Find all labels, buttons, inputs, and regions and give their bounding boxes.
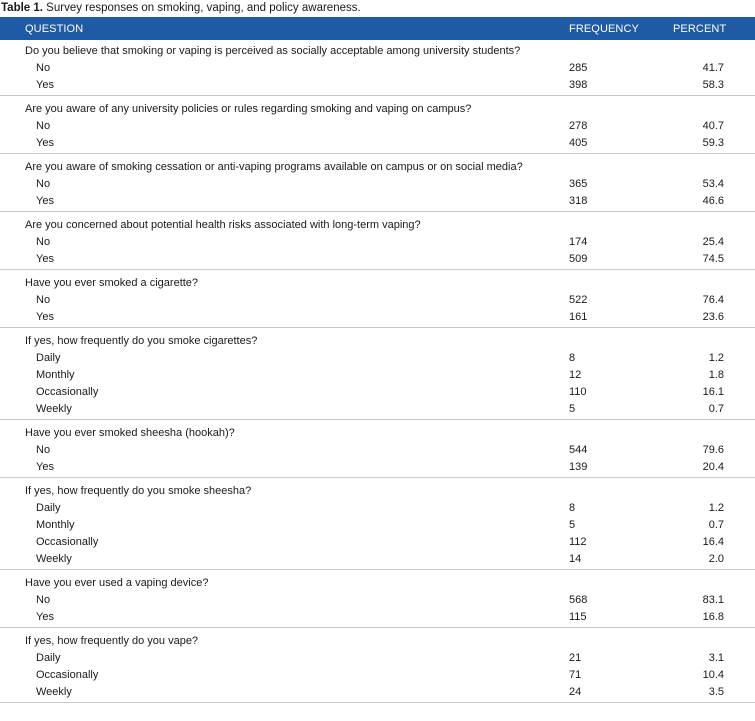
response-label: Monthly — [36, 519, 75, 531]
table-caption-label: Table 1. — [1, 2, 43, 14]
response-label: No — [36, 444, 51, 456]
question-text: Have you ever smoked a cigarette? — [25, 277, 199, 289]
table-row — [0, 684, 755, 701]
table-row — [0, 234, 755, 251]
response-label: No — [36, 62, 51, 74]
percent-value: 16.8 — [702, 611, 724, 623]
percent-value: 0.7 — [708, 403, 724, 415]
question-text: Do you believe that smoking or vaping is perceived as socially acceptable among university students? — [25, 45, 521, 57]
table-row — [0, 667, 755, 684]
response-label: Yes — [36, 311, 54, 323]
frequency-value: 8 — [569, 502, 576, 514]
frequency-value: 71 — [569, 669, 582, 681]
response-label: Occasionally — [36, 536, 99, 548]
percent-value: 53.4 — [702, 178, 724, 190]
percent-value: 41.7 — [702, 62, 724, 74]
percent-value: 10.4 — [702, 669, 724, 681]
question-text: Have you ever smoked sheesha (hookah)? — [25, 427, 235, 439]
percent-value: 16.1 — [702, 386, 724, 398]
table-row — [0, 309, 755, 326]
response-label: Daily — [36, 502, 61, 514]
response-label: No — [36, 294, 51, 306]
table-row — [0, 135, 755, 152]
percent-value: 40.7 — [702, 120, 724, 132]
percent-value: 1.2 — [708, 502, 724, 514]
table-body — [0, 40, 755, 703]
response-label: Yes — [36, 611, 54, 623]
response-label: Yes — [36, 79, 54, 91]
percent-value: 76.4 — [702, 294, 724, 306]
table-row — [0, 442, 755, 459]
question-text: Have you ever used a vaping device? — [25, 577, 209, 589]
question-row — [0, 270, 755, 293]
column-header-question: QUESTION — [0, 17, 568, 40]
table-row — [0, 60, 755, 77]
table-row — [0, 251, 755, 268]
question-row — [0, 96, 755, 119]
table-row — [0, 77, 755, 94]
percent-value: 79.6 — [702, 444, 724, 456]
question-text: Are you concerned about potential health risks associated with long-term vaping? — [25, 219, 421, 231]
response-label: No — [36, 178, 51, 190]
frequency-value: 115 — [569, 611, 587, 623]
response-label: Weekly — [36, 403, 72, 415]
column-header-percent: PERCENT — [673, 17, 755, 40]
frequency-value: 12 — [569, 369, 582, 381]
frequency-value: 5 — [569, 403, 576, 415]
frequency-value: 24 — [569, 686, 582, 698]
percent-value: 46.6 — [702, 195, 724, 207]
response-label: Daily — [36, 652, 61, 664]
percent-value: 3.1 — [708, 652, 724, 664]
frequency-value: 278 — [569, 120, 588, 132]
response-label: Yes — [36, 195, 54, 207]
table-row — [0, 292, 755, 309]
response-label: Occasionally — [36, 386, 99, 398]
frequency-value: 8 — [569, 352, 576, 364]
frequency-value: 5 — [569, 519, 576, 531]
frequency-value: 285 — [569, 62, 588, 74]
question-row — [0, 212, 755, 235]
frequency-value: 522 — [569, 294, 588, 306]
question-text: Are you aware of any university policies or rules regarding smoking and vaping on campus? — [25, 103, 472, 115]
table-row — [0, 193, 755, 210]
percent-value: 3.5 — [708, 686, 724, 698]
percent-value: 58.3 — [702, 79, 724, 91]
frequency-value: 398 — [569, 79, 588, 91]
section-divider — [0, 701, 755, 703]
response-label: Yes — [36, 461, 54, 473]
table-row — [0, 350, 755, 367]
section-divider-line — [0, 701, 755, 703]
frequency-value: 14 — [569, 553, 582, 565]
frequency-value: 544 — [569, 444, 588, 456]
table-row — [0, 367, 755, 384]
frequency-value: 174 — [569, 236, 588, 248]
question-row — [0, 478, 755, 501]
response-label: Daily — [36, 352, 61, 364]
percent-value: 1.8 — [708, 369, 724, 381]
question-row — [0, 628, 755, 651]
percent-value: 23.6 — [702, 311, 724, 323]
question-text: If yes, how frequently do you smoke cigarettes? — [25, 335, 258, 347]
response-label: No — [36, 236, 51, 248]
response-label: No — [36, 594, 51, 606]
frequency-value: 405 — [569, 137, 588, 149]
question-text: Are you aware of smoking cessation or anti-vaping programs available on campus or on social media? — [25, 161, 523, 173]
frequency-value: 161 — [569, 311, 588, 323]
percent-value: 83.1 — [702, 594, 724, 606]
question-text: If yes, how frequently do you smoke sheesha? — [25, 485, 252, 497]
table-row — [0, 517, 755, 534]
response-label: Weekly — [36, 686, 72, 698]
frequency-value: 568 — [569, 594, 588, 606]
frequency-value: 110 — [569, 386, 587, 398]
table-row — [0, 384, 755, 401]
percent-value: 25.4 — [702, 236, 724, 248]
column-header-frequency: FREQUENCY — [568, 17, 673, 40]
frequency-value: 139 — [569, 461, 588, 473]
question-text: If yes, how frequently do you vape? — [25, 635, 199, 647]
response-label: Yes — [36, 137, 54, 149]
survey-table — [0, 17, 755, 703]
table-caption-text: Survey responses on smoking, vaping, and policy awareness. — [46, 2, 361, 14]
frequency-value: 318 — [569, 195, 588, 207]
response-label: Monthly — [36, 369, 75, 381]
frequency-value: 509 — [569, 253, 588, 265]
table-row — [0, 459, 755, 476]
percent-value: 16.4 — [702, 536, 724, 548]
frequency-value: 112 — [569, 536, 587, 548]
table-row — [0, 118, 755, 135]
table-row — [0, 401, 755, 418]
frequency-value: 365 — [569, 178, 588, 190]
response-label: Weekly — [36, 553, 72, 565]
percent-value: 59.3 — [702, 137, 724, 149]
table-row — [0, 650, 755, 667]
response-label: No — [36, 120, 51, 132]
table-row — [0, 176, 755, 193]
question-row — [0, 420, 755, 443]
table-row — [0, 500, 755, 517]
percent-value: 20.4 — [702, 461, 724, 473]
frequency-value: 21 — [569, 652, 582, 664]
response-label: Yes — [36, 253, 54, 265]
table-row — [0, 551, 755, 568]
percent-value: 0.7 — [708, 519, 724, 531]
table-row — [0, 592, 755, 609]
percent-value: 74.5 — [702, 253, 724, 265]
table-caption — [0, 1, 755, 17]
percent-value: 2.0 — [708, 553, 724, 565]
question-row — [0, 570, 755, 593]
table-header — [0, 17, 755, 40]
question-row — [0, 328, 755, 351]
response-label: Occasionally — [36, 669, 99, 681]
question-row — [0, 154, 755, 177]
question-row — [0, 40, 755, 60]
table-row — [0, 609, 755, 626]
percent-value: 1.2 — [708, 352, 724, 364]
table-row — [0, 534, 755, 551]
